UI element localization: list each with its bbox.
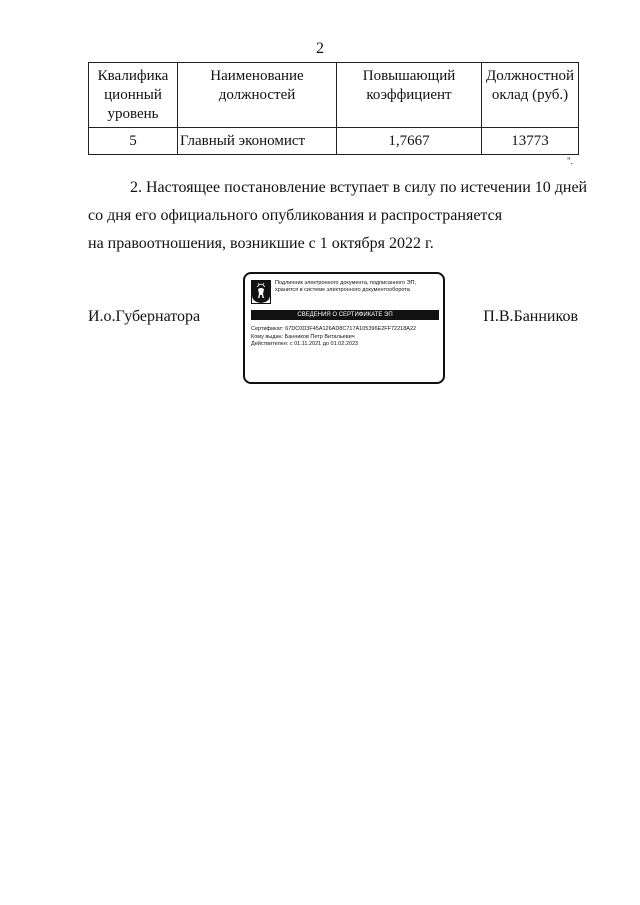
table-row: [89, 128, 579, 155]
table-header-row: [89, 63, 579, 128]
word: дня: [107, 207, 132, 224]
page-number: 2: [316, 40, 324, 57]
header-line: оклад (руб.): [491, 87, 569, 103]
paragraph-line: на правоотношения, возникшие с 1 октября 2022 г.: [88, 235, 434, 252]
header-salary: [482, 63, 579, 128]
header-line: уровень: [107, 106, 159, 122]
stamp-header: [275, 280, 441, 294]
cell-coefficient: 1,7667: [337, 128, 482, 155]
stamp-title-bar: СВЕДЕНИЯ О СЕРТИФИКАТЕ ЭП: [251, 310, 439, 320]
header-line: должностей: [218, 87, 296, 103]
word: и: [368, 207, 377, 224]
paragraph-2: [88, 174, 588, 258]
word: со: [88, 207, 104, 224]
stamp-validity: Действителен: с 01.11.2021 до 01.02.2023: [251, 341, 359, 347]
closing-quote: ".: [567, 156, 573, 166]
header-coefficient: [337, 63, 482, 128]
header-line: Повышающий: [362, 68, 456, 84]
stamp-header-line: Подлинник электронного документа, подписанного ЭП,: [275, 280, 417, 286]
stamp-issued-to: Кому выдан: Банников Петр Витальевич: [251, 333, 355, 340]
word: распространяется: [380, 207, 503, 224]
signatory-position: И.о.Губернатора: [88, 308, 201, 325]
paragraph-line-justified: [88, 202, 578, 230]
header-qualification-level: [89, 63, 178, 128]
stamp-details: [251, 326, 441, 349]
word: официального: [160, 207, 258, 224]
salary-table: [88, 62, 579, 155]
word: его: [135, 207, 157, 224]
cell-position: Главный экономист: [178, 128, 337, 155]
signatory-name: П.В.Банников: [483, 308, 578, 325]
word: опубликования: [261, 207, 365, 224]
header-line: Должностной: [485, 68, 575, 84]
stamp-certificate: Сертификат: 67DC0D3F45A126AD8C717A105396E2FF72218A22: [251, 326, 417, 332]
cell-level: 5: [89, 128, 178, 155]
header-line: коэффициент: [366, 87, 452, 103]
stamp-header-line: хранится в системе электронного документооборота: [275, 287, 410, 293]
paragraph-line: 2. Настоящее постановление вступает в силу по истечении 10 дней: [130, 179, 588, 196]
cell-salary: 13773: [482, 128, 579, 155]
header-position-name: [178, 63, 337, 128]
header-line: Наименование: [210, 68, 304, 84]
electronic-signature-stamp: [243, 272, 445, 384]
header-line: ционный: [104, 87, 162, 103]
header-line: Квалифика: [97, 68, 169, 84]
deer-emblem-icon: [251, 280, 271, 304]
